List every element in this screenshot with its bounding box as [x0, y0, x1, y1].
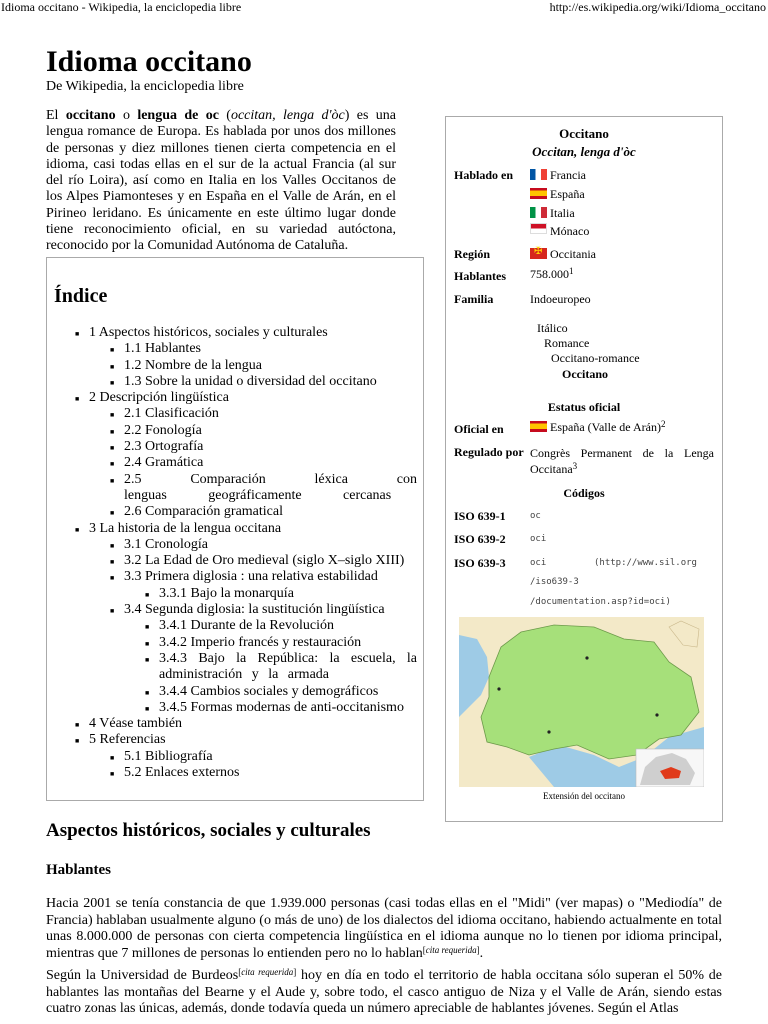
spoken-label: Hablado en — [454, 168, 514, 182]
toc-item[interactable]: ■ 1.2 Nombre de la lengua — [59, 358, 417, 374]
family-value[interactable]: Indoeuropeo — [530, 292, 591, 306]
toc-item[interactable]: ■ 3.1 Cronología — [59, 537, 417, 553]
toc-item[interactable]: ■ 5 Referencias — [59, 732, 417, 748]
page-title: Idioma occitano — [46, 45, 252, 78]
header-url: http://es.wikipedia.org/wiki/Idioma_occitano — [549, 0, 766, 14]
reference-link[interactable]: 1 — [569, 266, 574, 276]
spain-flag-icon — [530, 421, 547, 432]
toc-item[interactable]: ■ 3.4.3 Bajo la República: la escuela, la administración y la armada — [59, 651, 417, 684]
spoken-country[interactable]: Francia — [530, 168, 586, 183]
language-infobox — [445, 116, 723, 822]
family-tree-item: Occitano — [562, 367, 608, 381]
spoken-country[interactable]: España — [530, 187, 585, 202]
spain-flag-icon — [530, 188, 547, 199]
family-tree-item[interactable]: Itálico — [537, 321, 568, 335]
iso3-link[interactable]: /iso639-3 — [530, 577, 579, 587]
toc-item[interactable]: ■ 2.3 Ortografía — [59, 439, 417, 455]
monaco-flag-icon — [530, 222, 550, 237]
toc-item[interactable]: ■ 3.4.2 Imperio francés y restauración — [59, 635, 417, 651]
citation-needed-link[interactable]: cita requerida — [425, 944, 477, 955]
map-city-dot — [497, 687, 500, 690]
map-caption: Extensión del occitano — [543, 791, 625, 801]
toc-item[interactable]: ■ 5.1 Bibliografía — [59, 749, 417, 765]
toc-item[interactable]: ■ 3.2 La Edad de Oro medieval (siglo X–siglo XIII) — [59, 553, 417, 569]
france-flag-icon — [530, 169, 547, 180]
official-value[interactable]: España (Valle de Arán)$^2$ — [530, 420, 665, 435]
toc-item[interactable]: ■ 3.4.5 Formas modernas de anti-occitanismo — [59, 700, 417, 716]
speakers-value: 758.000$^1$ — [530, 266, 574, 281]
iso1-value: oc — [530, 511, 541, 521]
map-city-dot — [547, 730, 550, 733]
infobox-native-name: Occitan, lenga d'òc — [532, 144, 636, 159]
map-city-dot — [655, 713, 658, 716]
toc-item[interactable]: ■ 5.2 Enlaces externos — [59, 765, 417, 781]
toc-item[interactable]: ■ 2.5 Comparación léxica con lenguas geográficamente cercanas — [59, 472, 417, 505]
toc-item[interactable]: ■ 2.6 Comparación gramatical — [59, 504, 417, 520]
citation-needed-link[interactable]: cita requerida — [241, 967, 294, 977]
iso2-label: ISO 639-2 — [454, 532, 506, 546]
toc-item[interactable]: ■ 3.3 Primera diglosia : una relativa estabilidad — [59, 569, 417, 585]
spoken-country[interactable]: Mónaco — [550, 224, 590, 238]
toc-item[interactable]: ■ 3.4.1 Durante de la Revolución — [59, 618, 417, 634]
toc-item[interactable]: ■ 2.2 Fonología — [59, 423, 417, 439]
page-subtitle: De Wikipedia, la enciclopedia libre — [46, 79, 244, 94]
native-name: occitan, lenga d'òc — [230, 108, 345, 123]
toc-item[interactable]: ■ 2.1 Clasificación — [59, 406, 417, 422]
toc-item[interactable]: ■ 3.3.1 Bajo la monarquía — [59, 586, 417, 602]
regulated-label: Regulado por — [454, 445, 524, 459]
term-lengua-de-oc: lengua de oc — [137, 108, 219, 123]
iso3-link[interactable]: (http://www.sil.org — [594, 558, 697, 568]
codes-heading: Códigos — [563, 486, 605, 500]
toc-item[interactable]: ■ 3.4.4 Cambios sociales y demográficos — [59, 684, 417, 700]
spoken-country[interactable]: Italia — [530, 206, 575, 221]
italy-flag-icon — [530, 207, 547, 218]
header-page-title: Idioma occitano - Wikipedia, la enciclopedia libre — [1, 0, 242, 14]
table-of-contents — [46, 257, 424, 801]
toc-heading: Índice — [54, 285, 108, 307]
iso3-value[interactable]: oci — [530, 558, 547, 568]
toc-item[interactable]: ■ 4 Véase también — [59, 716, 417, 732]
term-occitano: occitano — [65, 108, 116, 123]
subsection-heading: Hablantes — [46, 862, 112, 878]
family-tree-item[interactable]: Romance — [544, 336, 590, 350]
occitan-cross-flag-icon — [530, 248, 547, 259]
iso1-label: ISO 639-1 — [454, 509, 506, 523]
speakers-label: Hablantes — [454, 269, 507, 283]
print-header — [0, 0, 768, 16]
map-city-dot — [585, 656, 588, 659]
official-label: Oficial en — [454, 422, 504, 436]
toc-item[interactable]: ■ 1.1 Hablantes — [59, 341, 417, 357]
family-tree-item[interactable]: Occitano-romance — [551, 351, 640, 365]
section-heading: Aspectos históricos, sociales y culturales — [46, 820, 371, 841]
body-paragraph: Hacia 2001 se tenía constancia de que 1.939.000 personas (casi todas ellas en el "Midi" (ver mapas) o "Mediodía" de Francia) hablaban usualmente alguno (o más de uno) de los dialectos del idioma occitano, habiendo actualmente en total unas 8.000.000 de personas con cierta competencia lingüística en el idioma aunque no lo tienen por idioma principal, mientras que 7 millones de personas lo entienden pero no lo hablan[cita requerida]. — [46, 896, 722, 961]
body-paragraph: Según la Universidad de Burdeos[cita requerida] hoy en día en todo el territorio de habla occitana sólo superan el 50% de hablantes las montañas del Bearne y el Aude y, sobre todo, el casco antiguo de Niza y el Valle de Arán, siendo estas cuatro zonas las únicas, además, donde todavía queda un número apreciable de hablantes jóvenes. Según el Atlas — [46, 967, 722, 1016]
iso3-link[interactable]: /documentation.asp?id=oci) — [530, 597, 671, 607]
iso3-label: ISO 639-3 — [454, 556, 506, 570]
regulated-value[interactable]: Congrès Permanent de la Lenga Occitana$^3$ — [530, 446, 714, 476]
toc-list — [59, 325, 417, 781]
toc-item[interactable]: ■ 2.4 Gramática — [59, 455, 417, 471]
toc-item[interactable]: ■ 2 Descripción lingüística — [59, 390, 417, 406]
occitan-extent-map[interactable] — [459, 617, 704, 787]
reference-link[interactable]: 3 — [572, 461, 578, 471]
region-label: Región — [454, 247, 490, 261]
map-inset-europe — [636, 749, 704, 787]
reference-link[interactable]: 2 — [660, 419, 666, 429]
toc-item[interactable]: ■ 1 Aspectos históricos, sociales y culturales — [59, 325, 417, 341]
infobox-title: Occitano — [559, 126, 609, 141]
status-heading: Estatus oficial — [547, 400, 621, 414]
toc-item[interactable]: ■ 3.4 Segunda diglosia: la sustitución lingüística — [59, 602, 417, 618]
iso2-value: oci — [530, 534, 547, 544]
toc-item[interactable]: ■ 3 La historia de la lengua occitana — [59, 521, 417, 537]
intro-paragraph: El occitano o lengua de oc (occitan, lenga d'òc) es una lengua romance de Europa. Es hablada por unos dos millones de personas y diez millones tienen cierta competencia en el idioma, casi todas ellas en el sur de la actual Francia (al sur del río Loira), así como en Italia en los Valles Occitanos de los Alpes Piamonteses y en España en el Valle de Arán, en el Pirineo leridano. Es únicamente en este último lugar donde tiene reconocimiento oficial, en su variedad autóctona, reconocido por la Comunidad Autónoma de Cataluña. — [46, 108, 396, 254]
family-label: Familia — [454, 292, 494, 306]
toc-item[interactable]: ■ 1.3 Sobre la unidad o diversidad del occitano — [59, 374, 417, 390]
region-value[interactable]: ✠ Occitania — [530, 247, 596, 262]
